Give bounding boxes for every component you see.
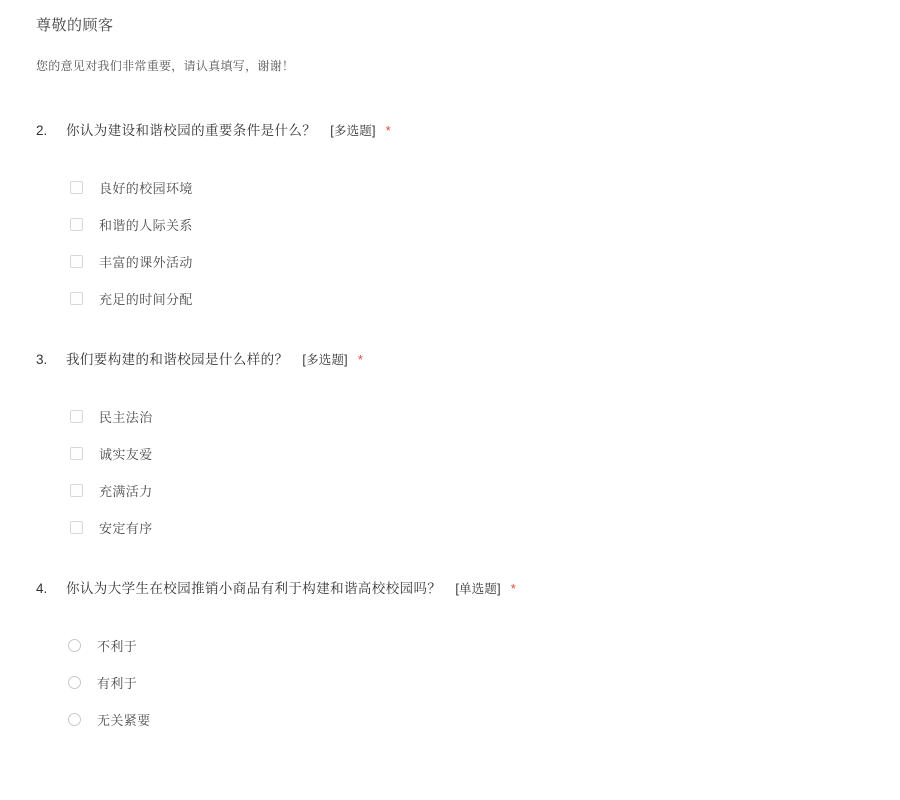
- radio-icon[interactable]: [68, 676, 81, 689]
- question-item: [0, 349, 900, 546]
- option-label: 充满活力: [99, 484, 153, 499]
- option-label: 丰富的课外活动: [99, 255, 193, 270]
- question-list: [0, 120, 900, 742]
- checkbox-icon[interactable]: [70, 521, 83, 534]
- checkbox-icon[interactable]: [70, 181, 83, 194]
- option-row[interactable]: [70, 435, 900, 472]
- option-row[interactable]: [70, 243, 900, 280]
- option-label: 充足的时间分配: [99, 292, 193, 307]
- option-label: 无关紧要: [97, 713, 151, 728]
- option-row[interactable]: [68, 664, 900, 701]
- required-asterisk: *: [510, 581, 516, 596]
- option-group: [0, 398, 900, 546]
- question-header: [0, 578, 900, 600]
- required-asterisk: *: [357, 352, 363, 367]
- question-type-label: [多选题]: [330, 124, 376, 138]
- question-number: 2.: [36, 123, 48, 138]
- checkbox-icon[interactable]: [70, 218, 83, 231]
- question-number: 3.: [36, 352, 48, 367]
- question-text: 我们要构建的和谐校园是什么样的？: [66, 352, 289, 367]
- option-row[interactable]: [70, 280, 900, 317]
- option-row[interactable]: [70, 398, 900, 435]
- required-asterisk: *: [385, 123, 391, 138]
- radio-icon[interactable]: [68, 639, 81, 652]
- question-number: 4.: [36, 581, 48, 596]
- option-row[interactable]: [70, 206, 900, 243]
- page-title: 尊敬的顾客: [36, 17, 114, 34]
- option-label: 安定有序: [99, 521, 153, 536]
- option-group: [0, 169, 900, 317]
- survey-description: 您的意见对我们非常重要，请认真填写，谢谢！: [36, 59, 295, 73]
- question-text: 你认为大学生在校园推销小商品有利于构建和谐高校校园吗？: [66, 581, 442, 596]
- question-header: [0, 349, 900, 371]
- radio-icon[interactable]: [68, 713, 81, 726]
- option-group: [0, 627, 900, 738]
- option-label: 和谐的人际关系: [99, 218, 193, 233]
- checkbox-icon[interactable]: [70, 447, 83, 460]
- question-item: [0, 120, 900, 317]
- checkbox-icon[interactable]: [70, 292, 83, 305]
- option-label: 良好的校园环境: [99, 181, 193, 196]
- checkbox-icon[interactable]: [70, 410, 83, 423]
- checkbox-icon[interactable]: [70, 255, 83, 268]
- option-row[interactable]: [70, 472, 900, 509]
- option-label: 民主法治: [99, 410, 153, 425]
- question-type-label: [多选题]: [302, 353, 348, 367]
- option-label: 不利于: [97, 639, 138, 654]
- option-label: 诚实友爱: [99, 447, 153, 462]
- option-row[interactable]: [68, 627, 900, 664]
- checkbox-icon[interactable]: [70, 484, 83, 497]
- option-row[interactable]: [68, 701, 900, 738]
- question-item: [0, 578, 900, 738]
- question-type-label: [单选题]: [455, 582, 501, 596]
- question-header: [0, 120, 900, 142]
- question-text: 你认为建设和谐校园的重要条件是什么？: [66, 123, 317, 138]
- option-label: 有利于: [97, 676, 138, 691]
- option-row[interactable]: [70, 509, 900, 546]
- option-row[interactable]: [70, 169, 900, 206]
